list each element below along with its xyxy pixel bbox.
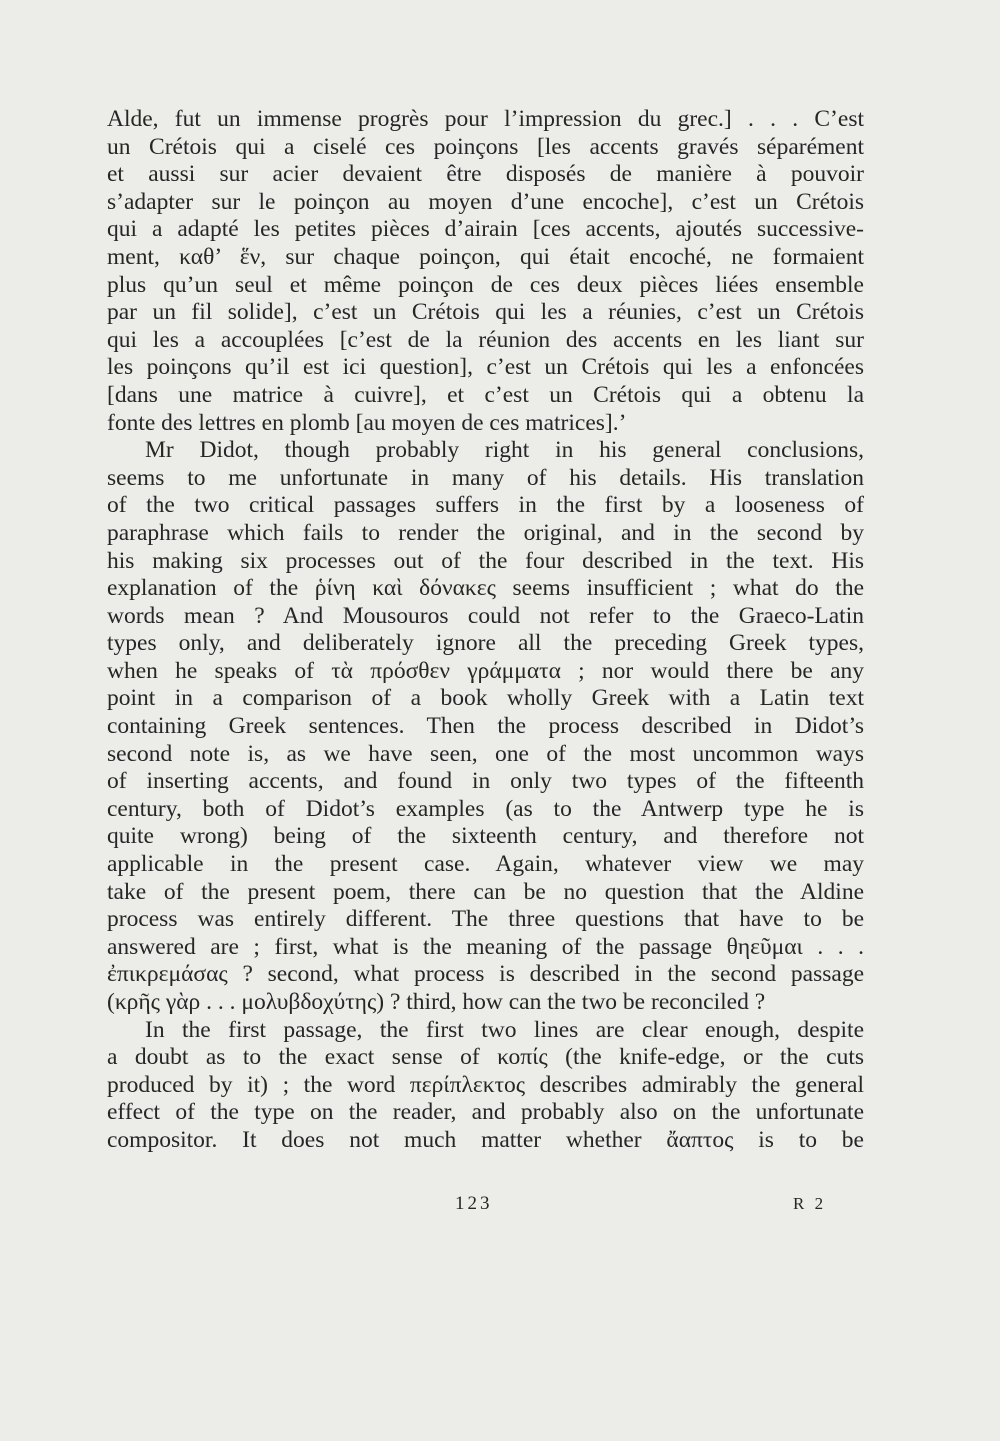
text-line: when he speaks of τὰ πρόσθεν γράμματα ; nor would there be any: [107, 657, 864, 684]
text-line: plus qu’un seul et même poinçon de ces deux pièces liées ensemble: [107, 271, 864, 298]
text-line: fonte des lettres en plomb [au moyen de ces matrices].’: [107, 409, 627, 436]
paragraph-first-line: Mr Didot, though probably right in his general conclusions,: [145, 437, 864, 464]
page-number: 123: [455, 1193, 493, 1214]
text-line: ment, καθ’ ἕν, sur chaque poinçon, qui était encoché, ne formaient: [107, 243, 864, 270]
text-line: words mean ? And Mousouros could not refer to the Graeco-Latin: [107, 602, 864, 629]
text-line: second note is, as we have seen, one of the most uncommon ways: [107, 740, 864, 767]
text-line: compositor. It does not much matter whether ἄαπτος is to be: [107, 1126, 864, 1153]
text-line: quite wrong) being of the sixteenth century, and therefore not: [107, 823, 864, 850]
text-line: s’adapter sur le poinçon au moyen d’une encoche], c’est un Crétois: [107, 188, 864, 215]
text-line: a doubt as to the exact sense of κοπίς (the knife-edge, or the cuts: [107, 1044, 864, 1071]
text-line: types only, and deliberately ignore all the preceding Greek types,: [107, 630, 864, 657]
text-line: qui a adapté les petites pièces d’airain [ces accents, ajoutés successive-: [107, 216, 864, 243]
text-line: of inserting accents, and found in only two types of the fifteenth: [107, 768, 864, 795]
text-line: par un fil solide], c’est un Crétois qui les a réunies, c’est un Crétois: [107, 299, 864, 326]
text-line: his making six processes out of the four described in the text. His: [107, 547, 864, 574]
text-line: un Crétois qui a ciselé ces poinçons [les accents gravés séparément: [107, 133, 864, 160]
text-line: qui les a accouplées [c’est de la réunion des accents en les liant sur: [107, 326, 864, 353]
signature-mark: R 2: [793, 1194, 827, 1213]
paragraph-first-line: In the first passage, the first two lines are clear enough, despite: [145, 1016, 864, 1043]
text-line: paraphrase which fails to render the original, and in the second by: [107, 519, 864, 546]
text-line: explanation of the ῥίνη καὶ δόνακες seems insufficient ; what do the: [107, 575, 864, 602]
text-line: et aussi sur acier devaient être disposés de manière à pouvoir: [107, 161, 864, 188]
text-line: produced by it) ; the word περίπλεκτος describes admirably the general: [107, 1071, 864, 1098]
text-line: ἐπικρεμάσας ? second, what process is described in the second passage: [107, 961, 864, 988]
text-line: century, both of Didot’s examples (as to the Antwerp type he is: [107, 795, 864, 822]
text-line: take of the present poem, there can be no question that the Aldine: [107, 878, 864, 905]
text-line: Alde, fut un immense progrès pour l’impression du grec.] . . . C’est: [107, 106, 864, 132]
text-line: applicable in the present case. Again, whatever view we may: [107, 851, 864, 878]
text-line: process was entirely different. The three questions that have to be: [107, 906, 864, 933]
text-line: effect of the type on the reader, and probably also on the unfortunate: [107, 1099, 864, 1126]
text-line: of the two critical passages suffers in the first by a looseness of: [107, 492, 864, 519]
text-line: containing Greek sentences. Then the process described in Didot’s: [107, 713, 864, 740]
text-line: point in a comparison of a book wholly Greek with a Latin text: [107, 685, 864, 712]
text-line: (κρῆς γὰρ . . . μολυβδοχύτης) ? third, how can the two be reconciled ?: [107, 989, 766, 1015]
text-line: seems to me unfortunate in many of his details. His translation: [107, 464, 864, 491]
text-line: les poinçons qu’il est ici question], c’est un Crétois qui les a enfoncées: [107, 354, 864, 381]
text-line: answered are ; first, what is the meaning of the passage θηεῦμαι . . .: [107, 933, 864, 960]
text-line: [dans une matrice à cuivre], et c’est un Crétois qui a obtenu la: [107, 381, 864, 408]
body-text: [107, 106, 864, 1155]
